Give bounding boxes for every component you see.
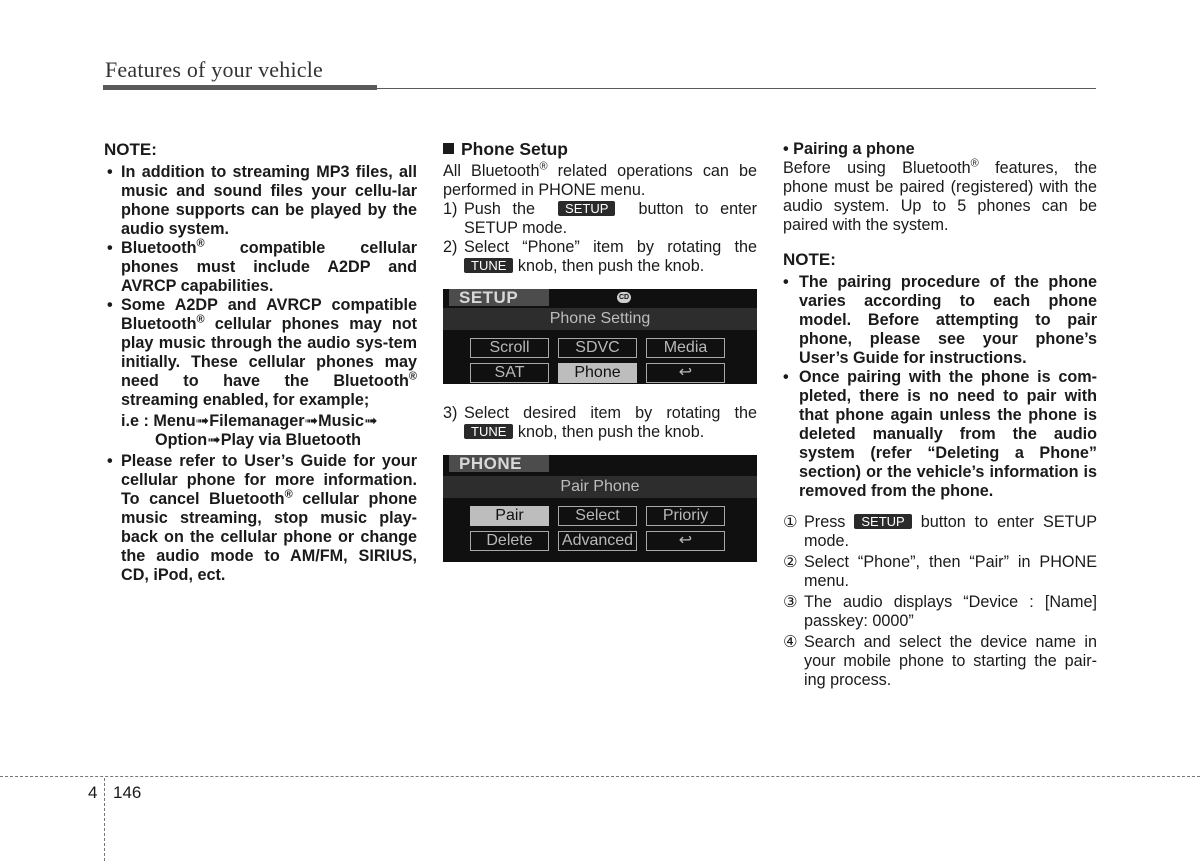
screen-tab-title: SETUP [449,289,557,306]
back-arrow-icon: ↩ [646,531,725,551]
step-3: 3) Select desired item by rotating the TUNE knob, then push the knob. [443,404,757,441]
screen-subtitle: Phone Setting [443,308,757,330]
tune-knob-badge: TUNE [464,258,513,273]
step-2: 2) Select “Phone” item by rotating the TUNE knob, then push the knob. [443,238,757,275]
step-1: 1) Push the SETUP button to enter SETUP mode. [443,200,757,237]
column-middle [443,140,757,562]
note-bullet-4: • Please refer to User’s Guide for your cellular phone for more information. To cancel Bluetooth® cellular phone music streaming, stop music play-back on the cellular phone or change the audio mode to AM/FM, SIRIUS, CD, iPod, ect. [107,452,417,584]
page-number: 146 [113,783,142,802]
note-example-line-1: i.e : Menu➟Filemanager➟Music➟ [121,412,378,430]
back-arrow-icon: ↩ [646,363,725,383]
menu-cell-delete: Delete [470,531,549,551]
section-title: Phone Setup [443,140,757,159]
pair-step-1: ① Press SETUP button to enter SETUP mode. [783,513,1098,550]
note-bullet-2: • Bluetooth® compatible cellular phones must include A2DP and AVRCP capabilities. [107,237,417,295]
note-bullet-2: • Once pairing with the phone is com-pleted, there is no need to pair with that phone again unless the phone is deleted manually from the audio system (refer “Deleting a Phone” section) or the vehicle’s information is removed from the phone. [783,368,1097,500]
footer-rule [0,776,1200,777]
section-intro: All Bluetooth® related operations can be performed in PHONE menu. [443,160,757,199]
menu-cell-sat: SAT [470,363,549,383]
pairing-intro: Before using Bluetooth® features, the phone must be paired (registered) with the audio system. Up to 5 phones can be paired with the system. [783,157,1097,234]
tune-knob-badge: TUNE [464,424,513,439]
note-title: NOTE: [104,140,157,159]
menu-cell-advanced: Advanced [558,531,637,551]
screen-subtitle: Pair Phone [443,476,757,498]
note-title: NOTE: [783,250,836,269]
note-example-line-2: Option➟Play via Bluetooth [155,431,362,449]
pairing-subtitle: • Pairing a phone [783,140,915,158]
square-bullet-icon [443,143,454,154]
header-rule [103,88,1096,89]
menu-cell-sdvc: SDVC [558,338,637,358]
chapter-number: 4 [88,783,98,802]
pair-step-4: ④ Search and select the device name in your mobile phone to starting the pair-ing process. [783,633,1097,689]
menu-cell-pair: Pair [470,506,549,526]
menu-cell-priority: Prioriy [646,506,725,526]
footer-divider [104,778,105,861]
screen-tab-title: PHONE [449,455,557,472]
note-bullet-1: • In addition to streaming MP3 files, all music and sound files your cellu-lar phone supports can be played by the audio system. [107,163,417,238]
pair-step-2: ② Select “Phone”, then “Pair” in PHONE menu. [783,553,1097,590]
setup-button-badge: SETUP [854,514,911,529]
menu-cell-scroll: Scroll [470,338,549,358]
note-bullet-1: • The pairing procedure of the phone varies according to each phone model. Before attempting to pair phone, please see your phone’s User’s Guide for instructions. [783,273,1097,367]
page-header-title: Features of your vehicle [105,57,324,82]
menu-cell-phone: Phone [558,363,637,383]
column-right [783,140,1097,690]
pair-step-3: ③ The audio displays “Device : [Name] passkey: 0000” [783,593,1097,630]
menu-cell-media: Media [646,338,725,358]
setup-button-badge: SETUP [558,201,615,216]
note-bullet-3: • Some A2DP and AVRCP compatible Bluetooth® cellular phones may not play music through the audio sys-tem initially. These cellular phones may need to have the Bluetooth® streaming enabled, for example; [107,296,417,409]
column-left [104,140,417,585]
cd-icon: CD [618,294,630,301]
menu-cell-select: Select [558,506,637,526]
setup-screen [443,289,757,384]
phone-screen [443,455,757,562]
